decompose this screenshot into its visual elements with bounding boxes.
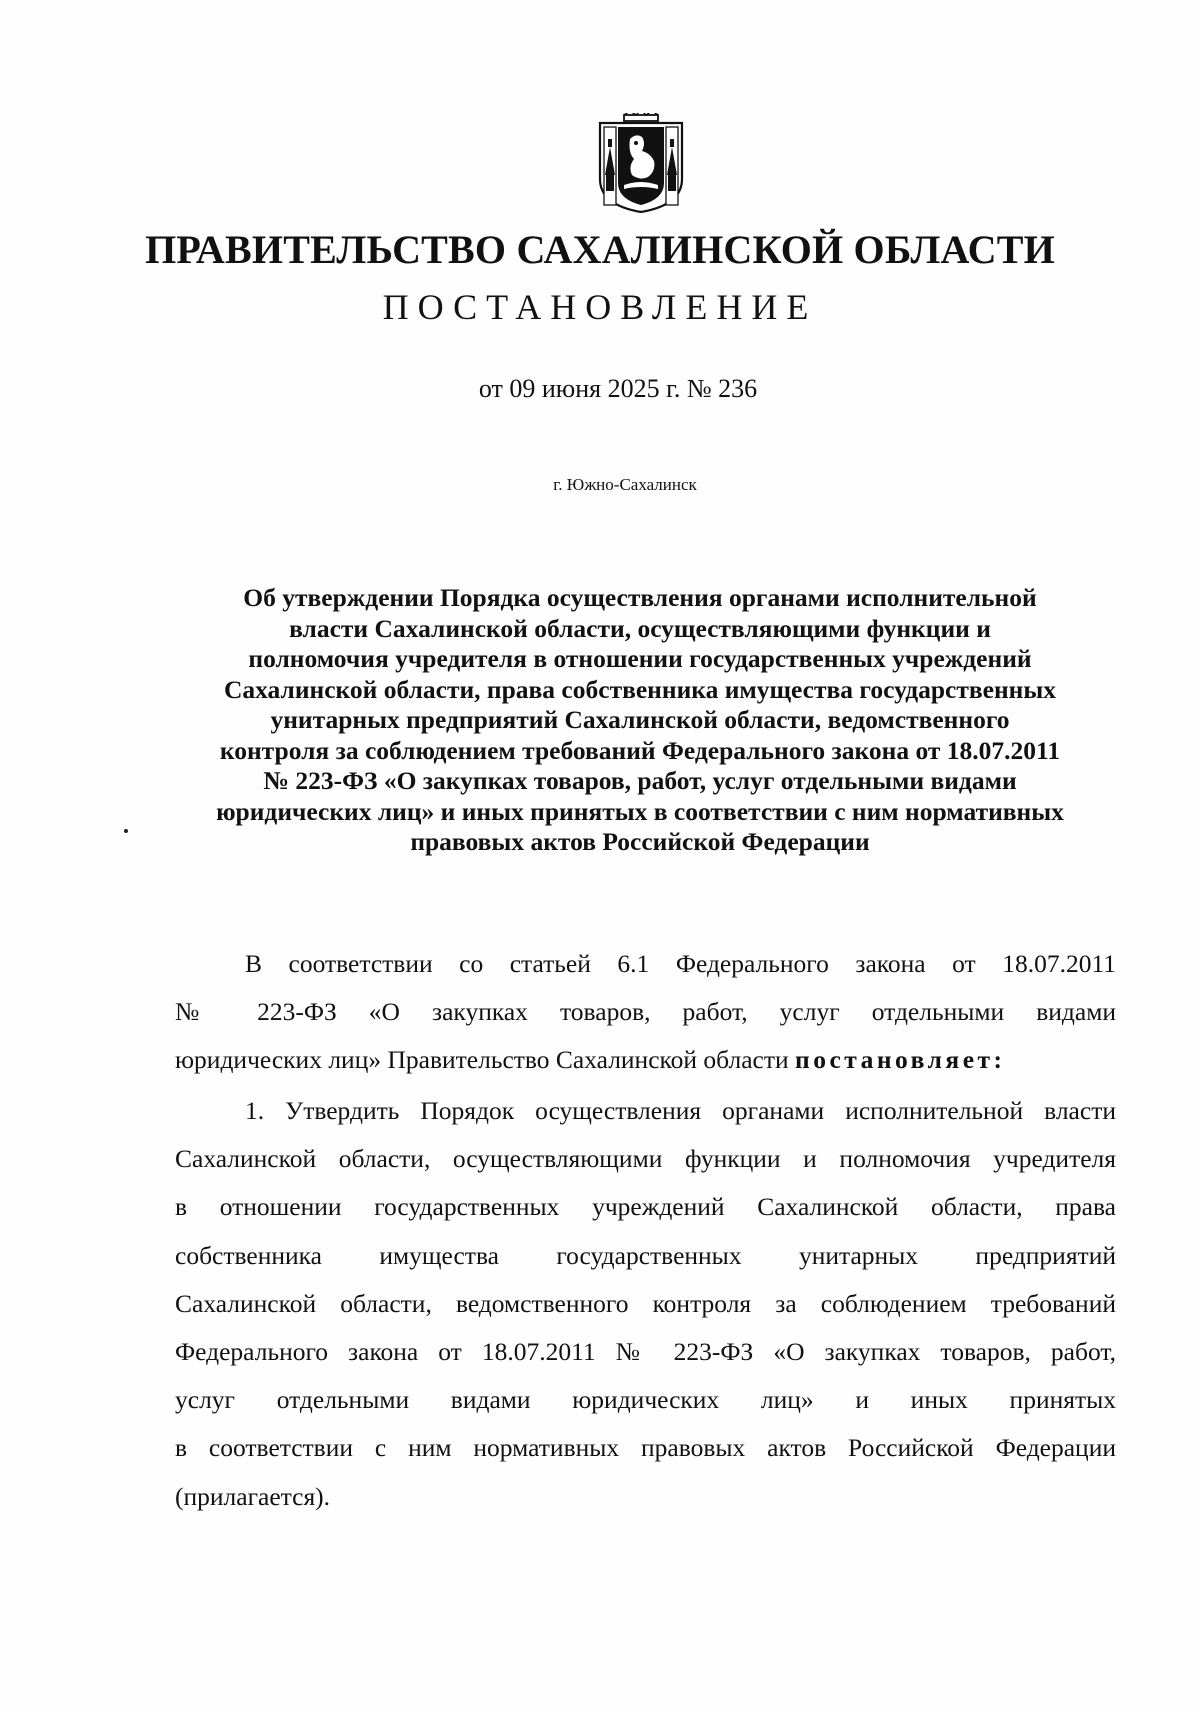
sakhalin-coat-of-arms-icon bbox=[594, 113, 688, 213]
title-line: власти Сахалинской области, осуществляющими функции и bbox=[289, 613, 991, 643]
body-line: Сахалинской области, осуществляющими функции и полномочия учредителя bbox=[175, 1144, 1116, 1174]
body-line: в отношении государственных учреждений Сахалинской области, права bbox=[175, 1192, 1116, 1222]
decree-verb: постановляет: bbox=[795, 1045, 1006, 1075]
document-city: г. Южно-Сахалинск bbox=[553, 475, 697, 494]
title-line: правовых актов Российской Федерации bbox=[410, 827, 870, 856]
title-line: Сахалинской области, права собственника имущества государственных bbox=[223, 674, 1057, 704]
preamble-paragraph bbox=[175, 940, 1116, 1085]
body-line: В соответствии со статьей 6.1 Федерального закона от 18.07.2011 bbox=[245, 949, 1116, 978]
body-line: собственника имущества государственных унитарных предприятий bbox=[175, 1240, 1116, 1270]
document-date-number: от 09 июня 2025 г. № 236 bbox=[478, 374, 758, 403]
body-line: (прилагается). bbox=[175, 1481, 331, 1511]
body-line: Сахалинской области, ведомственного контроля за соблюдением требований bbox=[175, 1288, 1116, 1318]
body-line: № 223-ФЗ «О закупках товаров, работ, услуг отдельными видами bbox=[175, 997, 1116, 1027]
body-line-text: юридических лиц» Правительство Сахалинской области bbox=[175, 1045, 789, 1075]
item-1-paragraph bbox=[175, 1087, 1116, 1521]
title-line: № 223-ФЗ «О закупках товаров, работ, услуг отдельными видами bbox=[263, 766, 1017, 795]
title-line: полномочия учредителя в отношении государственных учреждений bbox=[248, 644, 1032, 673]
title-line: контроля за соблюдением требований Федерального закона от 18.07.2011 bbox=[219, 735, 1061, 765]
body-line: Федерального закона от 18.07.2011 № 223-ФЗ «О закупках товаров, работ, bbox=[175, 1337, 1116, 1367]
document-title bbox=[170, 583, 1110, 858]
document-type: ПОСТАНОВЛЕНИЕ bbox=[382, 287, 818, 327]
body-line bbox=[175, 1036, 1116, 1084]
body-line: в соответствии с ним нормативных правовых актов Российской Федерации bbox=[175, 1433, 1116, 1463]
body-line: услуг отдельными видами юридических лиц» и иных принятых bbox=[175, 1385, 1116, 1415]
title-line: унитарных предприятий Сахалинской области, ведомственного bbox=[270, 705, 1010, 734]
scan-speck bbox=[124, 829, 128, 833]
title-line: Об утверждении Порядка осуществления органами исполнительной bbox=[243, 583, 1037, 612]
organization-name: ПРАВИТЕЛЬСТВО САХАЛИНСКОЙ ОБЛАСТИ bbox=[145, 227, 1055, 272]
body-line: 1. Утвердить Порядок осуществления органами исполнительной власти bbox=[245, 1096, 1116, 1125]
title-line: юридических лиц» и иных принятых в соответствии с ним нормативных bbox=[216, 796, 1064, 826]
